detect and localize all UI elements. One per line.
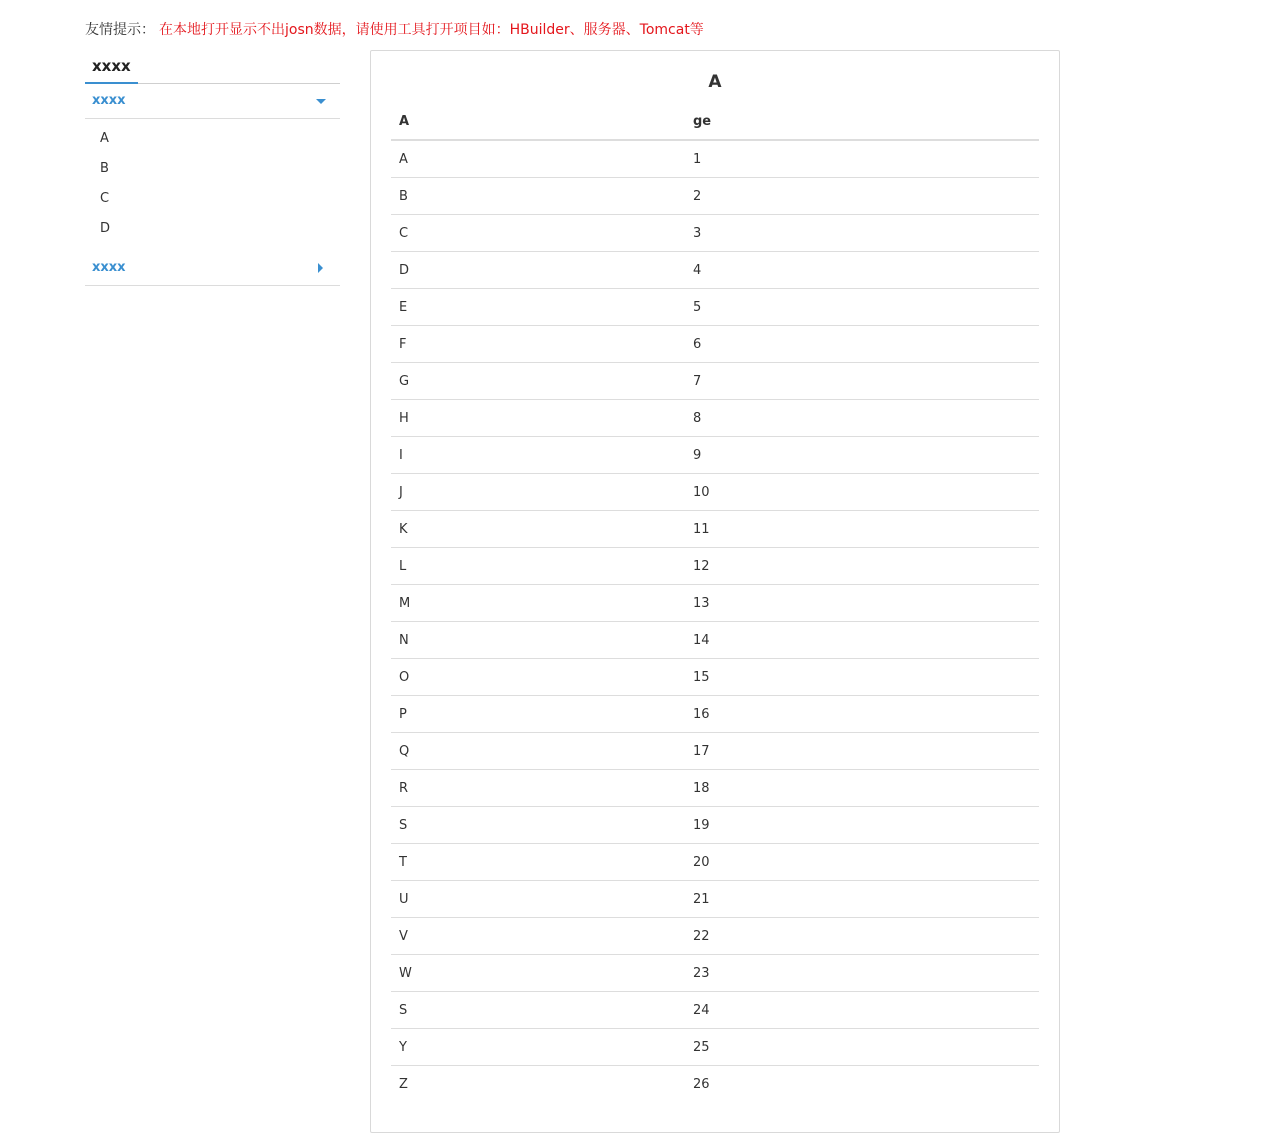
cell-value: 6 [685, 326, 1039, 363]
submenu-item-d[interactable]: D [100, 221, 111, 236]
cell-value: 24 [685, 992, 1039, 1029]
cell-value: 8 [685, 400, 1039, 437]
cell-value: 10 [685, 474, 1039, 511]
cell-name: I [391, 437, 685, 474]
table-row [391, 585, 1039, 622]
menu-group-label: xxxx [92, 93, 126, 108]
cell-name: Q [391, 733, 685, 770]
sidebar-header [85, 51, 340, 84]
caret-right-icon [318, 263, 323, 273]
notice-label: 友情提示： [85, 22, 155, 38]
cell-value: 14 [685, 622, 1039, 659]
cell-name: T [391, 844, 685, 881]
cell-value: 17 [685, 733, 1039, 770]
cell-name: C [391, 215, 685, 252]
cell-value: 4 [685, 252, 1039, 289]
table-row [391, 696, 1039, 733]
cell-name: J [391, 474, 685, 511]
cell-name: R [391, 770, 685, 807]
cell-name: S [391, 807, 685, 844]
cell-name: B [391, 178, 685, 215]
submenu-item-a[interactable]: A [100, 131, 109, 146]
column-header: A [391, 104, 685, 140]
cell-name: Y [391, 1029, 685, 1066]
menu-group-label: xxxx [92, 260, 126, 275]
table-row [391, 733, 1039, 770]
table-row [391, 474, 1039, 511]
cell-value: 19 [685, 807, 1039, 844]
cell-name: L [391, 548, 685, 585]
caret-down-icon [316, 99, 326, 104]
cell-name: K [391, 511, 685, 548]
table-row [391, 400, 1039, 437]
table-row [391, 659, 1039, 696]
cell-value: 25 [685, 1029, 1039, 1066]
sidebar-title-tab[interactable]: xxxx [85, 51, 138, 84]
cell-name: V [391, 918, 685, 955]
cell-name: S [391, 992, 685, 1029]
table-row [391, 437, 1039, 474]
cell-value: 7 [685, 363, 1039, 400]
notice-bar [85, 21, 704, 39]
cell-name: D [391, 252, 685, 289]
cell-name: U [391, 881, 685, 918]
cell-value: 9 [685, 437, 1039, 474]
content-panel [370, 50, 1060, 1133]
cell-name: G [391, 363, 685, 400]
table-row [391, 881, 1039, 918]
table-row [391, 992, 1039, 1029]
cell-name: W [391, 955, 685, 992]
cell-value: 16 [685, 696, 1039, 733]
menu-group-1[interactable] [85, 84, 340, 119]
table-row [391, 548, 1039, 585]
table-row [391, 252, 1039, 289]
cell-value: 26 [685, 1066, 1039, 1103]
table-row [391, 622, 1039, 659]
cell-value: 12 [685, 548, 1039, 585]
cell-name: E [391, 289, 685, 326]
table-row [391, 215, 1039, 252]
table-row [391, 807, 1039, 844]
column-header: ge [685, 104, 1039, 140]
cell-value: 21 [685, 881, 1039, 918]
table-row [391, 770, 1039, 807]
table-row [391, 918, 1039, 955]
cell-name: H [391, 400, 685, 437]
cell-value: 15 [685, 659, 1039, 696]
cell-value: 11 [685, 511, 1039, 548]
table-row [391, 289, 1039, 326]
cell-value: 2 [685, 178, 1039, 215]
cell-name: M [391, 585, 685, 622]
table-row [391, 1066, 1039, 1103]
cell-value: 20 [685, 844, 1039, 881]
table-row [391, 844, 1039, 881]
cell-name: O [391, 659, 685, 696]
table-row [391, 140, 1039, 178]
table-row [391, 511, 1039, 548]
cell-name: F [391, 326, 685, 363]
table-header-row [391, 104, 1039, 140]
submenu-item-b[interactable]: B [100, 161, 109, 176]
cell-value: 13 [685, 585, 1039, 622]
table-row [391, 363, 1039, 400]
notice-message: 在本地打开显示不出josn数据，请使用工具打开项目如：HBuilder、服务器、Tomcat等 [159, 22, 704, 38]
menu-group-2[interactable] [85, 251, 340, 286]
cell-value: 5 [685, 289, 1039, 326]
cell-name: A [399, 151, 408, 167]
submenu [85, 119, 340, 251]
table-row [391, 1029, 1039, 1066]
cell-name: N [391, 622, 685, 659]
data-table [391, 104, 1039, 1102]
submenu-item-c[interactable]: C [100, 191, 110, 206]
cell-value: 3 [685, 215, 1039, 252]
cell-name: Z [391, 1066, 685, 1103]
sidebar [85, 51, 340, 286]
cell-value: 18 [685, 770, 1039, 807]
table-row [391, 955, 1039, 992]
panel-title: A [708, 72, 722, 92]
table-body [391, 140, 1039, 1102]
cell-value: 22 [685, 918, 1039, 955]
table-row [391, 178, 1039, 215]
table-row [391, 326, 1039, 363]
cell-name: P [391, 696, 685, 733]
cell-value: 23 [685, 955, 1039, 992]
cell-value: 1 [693, 151, 702, 167]
